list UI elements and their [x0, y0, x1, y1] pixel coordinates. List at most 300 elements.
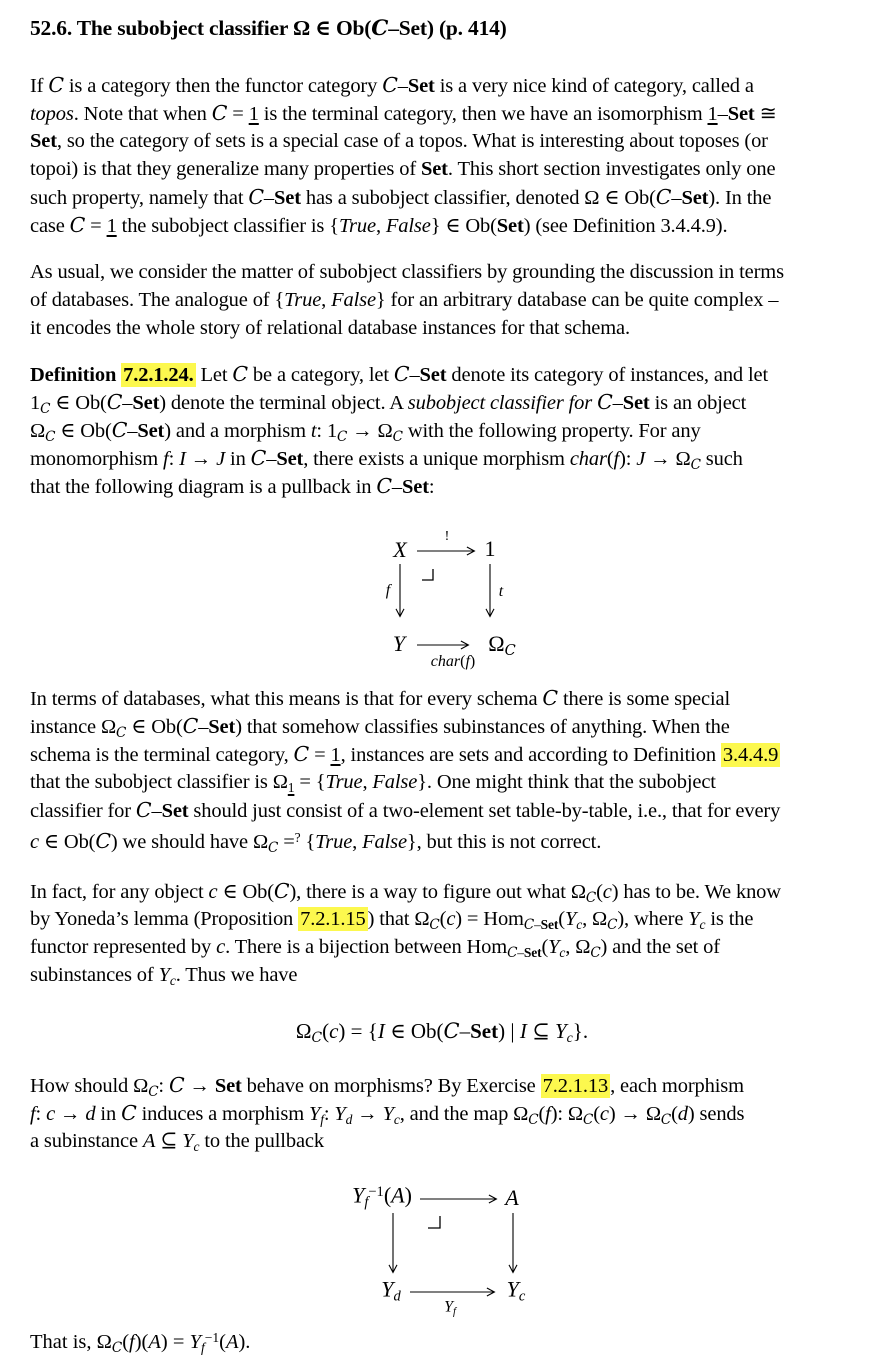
text-run: ( [322, 1019, 330, 1043]
text-run: – [122, 392, 133, 414]
text-run: Y [381, 1276, 394, 1302]
pullback-corner-icon [422, 569, 433, 580]
text-run: case [30, 215, 70, 237]
text-run: 1 [707, 103, 718, 125]
text-run: ∈ Ob( [384, 1019, 444, 1043]
text-run: J [636, 448, 646, 470]
text-run: C [590, 945, 601, 962]
text-run: C [248, 185, 264, 209]
text-line [30, 127, 864, 155]
text-run: – [671, 187, 682, 209]
text-run: the subobject classifier is { [116, 215, 339, 237]
text-run: d [85, 1103, 96, 1125]
text-run: such [700, 448, 743, 470]
text-run: Set [132, 392, 160, 414]
text-run: , [321, 289, 332, 311]
text-run: C [655, 185, 672, 209]
text-run: ( [606, 448, 614, 470]
text-run: C [607, 917, 618, 934]
label-bang [445, 529, 450, 545]
text-run: ) = { [338, 1019, 378, 1043]
text-run: C [504, 643, 516, 660]
text-run: c [393, 1112, 400, 1128]
text-run: char [430, 653, 461, 670]
text-run: C [45, 429, 56, 446]
text-run: ) sends [687, 1103, 745, 1125]
text-run: by Yoneda’s lemma (Proposition [30, 908, 299, 930]
text-run: 1 [330, 744, 341, 766]
text-run: Set [622, 392, 650, 414]
text-run: : 1 [316, 420, 338, 442]
text-run: ) and the set of [600, 936, 720, 958]
text-run: C [528, 1112, 539, 1129]
text-run: subinstances of [30, 964, 159, 986]
text-run: c [193, 1139, 200, 1155]
text-run: Set [402, 476, 429, 498]
text-run: ∈ Ob( [38, 831, 96, 854]
text-run: C [121, 1101, 137, 1125]
morphisms-paragraph [30, 1071, 864, 1155]
text-run: C [585, 890, 597, 907]
text-run: C [232, 362, 248, 386]
text-run: – [127, 420, 138, 442]
text-run: ) [404, 1182, 412, 1208]
text-run: c [446, 908, 456, 930]
text-run: ( [541, 936, 549, 958]
text-run: – [534, 917, 541, 933]
text-run: is the terminal category, then we have an isomorphism [258, 103, 708, 125]
text-run: – [409, 364, 420, 386]
text-run: )( [134, 1331, 149, 1354]
text-run: ) has to be. We know [611, 881, 781, 903]
text-run: ≅ [754, 103, 777, 125]
text-run: f [385, 582, 391, 599]
text-run: C [597, 390, 613, 414]
text-run: classifier for [30, 800, 136, 822]
text-run: Y [548, 936, 560, 958]
text-run: C [168, 1073, 185, 1097]
text-run: – [459, 1019, 471, 1043]
text-run: I [519, 1019, 527, 1043]
text-run: , [375, 215, 386, 237]
text-run: denote its category of instances, and let [446, 364, 769, 386]
text-run: f [30, 1103, 36, 1125]
text-line [30, 183, 864, 211]
section-title [30, 16, 860, 41]
text-run: Set [540, 917, 559, 933]
text-run: = [227, 103, 249, 125]
node-x [393, 537, 406, 563]
text-run: True [325, 771, 363, 793]
text-run: Y [688, 908, 700, 930]
text-run: Set [276, 448, 304, 470]
text-run: 1 [287, 780, 295, 796]
text-run: in [225, 448, 251, 470]
text-line [30, 472, 864, 500]
text-run: Set [398, 16, 427, 40]
text-run: Set [274, 187, 301, 209]
display-equation [0, 1016, 884, 1053]
text-run: → Ω [347, 420, 393, 442]
text-run: c [208, 881, 218, 903]
text-run: 1 [248, 103, 259, 125]
text-run: ) (p. 414) [426, 16, 507, 40]
text-run: } for an arbitrary database can be quite complex – [375, 289, 779, 311]
text-run: c [699, 917, 706, 933]
text-run: subobject classifier for [407, 392, 598, 414]
text-run: I [377, 1019, 385, 1043]
text-line [30, 712, 864, 740]
text-run: C [268, 840, 279, 857]
text-line [30, 905, 864, 933]
text-run: f [613, 448, 620, 470]
text-run: }, but this is not correct. [406, 831, 602, 854]
text-run: in [95, 1103, 122, 1125]
text-run: Set [214, 1075, 242, 1097]
text-run: C [393, 362, 410, 386]
text-run: – [717, 103, 728, 125]
text-run: Set [208, 716, 236, 738]
text-run: , Ω [582, 908, 608, 930]
text-run: ( [219, 1331, 226, 1354]
text-run: That is, Ω [30, 1331, 112, 1354]
text-run: C [116, 725, 127, 742]
text-run: f [452, 1306, 456, 1318]
text-line [30, 211, 864, 239]
text-run: Set [523, 945, 542, 961]
text-run: }. [572, 1019, 589, 1043]
text-run: Set [161, 800, 189, 822]
text-run: ) = [160, 1331, 190, 1354]
text-run: char [569, 448, 607, 470]
text-run: False [372, 771, 418, 793]
text-run: ), there is a way to figure out what Ω [289, 881, 586, 903]
text-run: Set [407, 75, 435, 97]
text-run: I [179, 448, 186, 470]
text-run: Set [419, 364, 447, 386]
node-omega-c [488, 631, 515, 659]
text-run: True [338, 215, 376, 237]
node-y-d [381, 1276, 401, 1305]
text-run: c [576, 917, 583, 933]
text-run: C [111, 418, 128, 442]
text-run: C [337, 429, 348, 446]
text-run: there is some special [557, 688, 730, 710]
text-run: Y [554, 1019, 567, 1043]
text-run: A [225, 1331, 239, 1354]
text-run: C [48, 73, 64, 97]
text-run: Y [352, 1182, 365, 1208]
text-run: C [40, 401, 51, 418]
text-run: it encodes the whole story of relational database instances for that schema. [30, 317, 630, 339]
text-run: be a category, let [247, 364, 394, 386]
text-line [30, 824, 864, 857]
text-line [30, 1071, 864, 1099]
text-run: }. One might think that the subobject [417, 771, 716, 793]
label-f [386, 582, 390, 600]
text-run: Y [444, 1298, 453, 1316]
text-run: In terms of databases, what this means is that for every schema [30, 688, 543, 710]
text-run: c [599, 1103, 609, 1125]
text-run: . Thus we have [175, 964, 298, 986]
text-run: As usual, we consider the matter of subobject classifiers by grounding the discussion in terms [30, 261, 784, 283]
text-line [30, 258, 864, 286]
text-run: Ω [295, 1019, 312, 1043]
node-one [485, 536, 496, 562]
text-run: → [352, 1103, 383, 1125]
text-run: Definition [30, 364, 122, 386]
text-run: C [69, 213, 86, 237]
text-run: → Ω [645, 448, 691, 470]
text-run: – [388, 16, 399, 40]
text-run: 7.2.1.13 [542, 1075, 609, 1097]
text-run: 3.4.4.9 [722, 744, 779, 766]
intro-paragraph [30, 71, 864, 239]
text-line [30, 740, 864, 768]
text-run: = [278, 831, 295, 854]
text-run: f [545, 1103, 551, 1125]
text-run: t [310, 420, 317, 442]
text-run: Set [470, 1019, 499, 1043]
text-run: 7.2.1.15 [300, 908, 366, 930]
text-run: C [376, 474, 392, 498]
text-run: A [391, 1182, 405, 1208]
text-run: d [393, 1288, 401, 1305]
text-run: C [392, 429, 403, 446]
databases-paragraph [30, 258, 864, 342]
text-run: → [184, 1075, 215, 1097]
text-run: ∈ Ob( [55, 420, 112, 442]
text-run: has a subobject classifier, denoted Ω ∈ Ob( [300, 187, 656, 209]
text-line [30, 961, 864, 989]
text-run: ∈ Ob( [217, 881, 274, 903]
text-run: ∈ Ob( [50, 392, 107, 414]
text-run: ) [619, 448, 626, 470]
text-run: ) that somehow classifies subinstances of anything. When the [235, 716, 730, 738]
text-run: c [559, 945, 566, 961]
text-run: ( [671, 1103, 678, 1125]
text-run: ! [444, 529, 450, 544]
text-run: : [168, 448, 180, 470]
text-line [30, 1127, 864, 1155]
text-run: of databases. The analogue of { [30, 289, 285, 311]
text-run: – [397, 75, 408, 97]
text-run: c [30, 831, 39, 854]
text-run: – [517, 945, 524, 961]
text-line [30, 444, 864, 472]
text-run: – [612, 392, 623, 414]
text-run: . There is a bijection between Hom [225, 936, 508, 958]
text-run: c [329, 1019, 339, 1043]
text-run: Y [182, 1130, 194, 1152]
node-y-c [507, 1276, 526, 1305]
text-line [30, 286, 864, 314]
text-run: such property, namely that [30, 187, 249, 209]
text-run: – [151, 800, 162, 822]
node-preimage [352, 1182, 412, 1211]
text-run: d [677, 1103, 688, 1125]
text-run: −1 [368, 1183, 384, 1200]
text-line [30, 416, 864, 444]
text-run: Y [189, 1331, 201, 1354]
text-line [30, 99, 864, 127]
text-run: Set [496, 215, 524, 237]
text-run: = { [294, 771, 326, 793]
text-run: ? [294, 830, 301, 845]
text-run: } ∈ Ob( [430, 215, 497, 237]
text-line [30, 360, 864, 388]
text-run: C [583, 1112, 594, 1129]
text-run: Y [158, 964, 170, 986]
text-run: Y [382, 1103, 394, 1125]
text-run: , Ω [565, 936, 591, 958]
text-run: A [505, 1185, 519, 1210]
text-run: C [660, 1112, 672, 1129]
text-run: Y [506, 1276, 519, 1302]
text-run: Set [420, 158, 448, 180]
text-run: behave on morphisms? By Exercise [241, 1075, 541, 1097]
text-run: c [518, 1288, 526, 1305]
text-line [30, 314, 864, 342]
text-run: C [135, 798, 152, 822]
text-run: , [352, 831, 363, 854]
text-run: ⊆ [526, 1019, 555, 1043]
text-run: topos [30, 103, 74, 125]
text-run: Let [195, 364, 233, 386]
text-run: 7.2.1.24. [123, 364, 194, 386]
text-run: . Note that when [73, 103, 212, 125]
text-run: should just consist of a two-element set table-by-table, i.e., that for every [188, 800, 781, 822]
text-run: False [331, 289, 376, 311]
text-run: False [385, 215, 431, 237]
text-line [30, 684, 864, 712]
text-run: ). In the [708, 187, 772, 209]
text-run: f [163, 448, 169, 470]
text-run: ), where [617, 908, 689, 930]
text-run: with the following property. For any [402, 420, 701, 442]
text-run: c [602, 881, 612, 903]
text-run: – [263, 187, 275, 209]
text-run: Y [392, 631, 406, 656]
text-run: C [106, 390, 123, 414]
text-line [30, 933, 864, 961]
text-line [30, 388, 864, 416]
text-run: C [507, 945, 518, 962]
text-run: instance Ω [30, 716, 117, 738]
text-run: f [320, 1112, 324, 1128]
text-run: f [200, 1340, 205, 1356]
text-run: , so the category of sets is a special case of a topos. What is interesting about toposes (or [56, 130, 768, 152]
text-run: ) and a morphism [164, 420, 311, 442]
text-run: t [498, 583, 504, 600]
text-run: c [46, 1103, 56, 1125]
text-run: Set [30, 130, 57, 152]
label-t [499, 583, 503, 601]
text-run: ( [383, 1182, 392, 1208]
text-run: 52.6. The subobject classifier Ω ∈ Ob( [30, 16, 372, 40]
text-run: False [362, 831, 407, 854]
text-line [30, 71, 864, 99]
text-run: – [198, 716, 209, 738]
text-run: : [323, 1103, 335, 1125]
text-run: schema is the terminal category, [30, 744, 294, 766]
text-run: d [345, 1112, 353, 1128]
text-run: : [428, 476, 435, 498]
text-run: 1 [484, 536, 496, 561]
text-run: C [443, 1019, 460, 1043]
text-run: that the following diagram is a pullback in [30, 476, 377, 498]
text-run: ( [538, 1103, 546, 1125]
text-run: True [315, 831, 353, 854]
text-run: If [30, 75, 49, 97]
text-run: C [182, 714, 199, 738]
text-run: C [371, 16, 389, 41]
text-run: functor represented by [30, 936, 217, 958]
text-run: C [382, 73, 398, 97]
text-run: induces a morphism [136, 1103, 309, 1125]
text-run: is a category then the functor category [63, 75, 383, 97]
text-run: : [625, 448, 637, 470]
text-run: In fact, for any object [30, 881, 209, 903]
text-run: C [111, 1340, 123, 1357]
text-run: C [95, 829, 111, 854]
text-run: Set [727, 103, 755, 125]
text-run: Ω [488, 630, 505, 656]
text-run: 1 [106, 215, 117, 237]
closing-line [30, 1324, 730, 1362]
text-run: C [690, 457, 701, 474]
text-run: ) that Ω [367, 908, 430, 930]
text-line [30, 155, 864, 183]
text-run: How should Ω [30, 1075, 149, 1097]
text-line [30, 768, 864, 796]
text-run: c [566, 1030, 573, 1046]
text-run: ) → Ω [608, 1103, 661, 1125]
text-run: ⊆ [155, 1130, 183, 1152]
text-run: A [142, 1130, 156, 1152]
text-run: : [158, 1075, 169, 1097]
text-run: → [55, 1103, 86, 1125]
text-run: Ω [30, 420, 46, 442]
text-run: : [35, 1103, 47, 1125]
text-run: → [185, 448, 217, 470]
text-run: ) [469, 653, 476, 670]
text-run: C [311, 1030, 323, 1047]
text-run: ( [593, 1103, 600, 1125]
text-run: C [273, 879, 290, 903]
pullback-diagram-char [360, 528, 560, 678]
text-run: ) (see Definition 3.4.4.9). [523, 215, 728, 237]
text-run: ): Ω [550, 1103, 583, 1125]
pullback-corner-icon [428, 1216, 440, 1228]
text-run: is the [705, 908, 754, 930]
text-run: , instances are sets and according to Definition [340, 744, 721, 766]
label-y-f [444, 1298, 456, 1317]
text-run: C [429, 917, 440, 934]
text-run: C [211, 101, 228, 125]
definition-paragraph [30, 360, 864, 500]
text-run: C [250, 446, 267, 470]
text-run: X [393, 537, 407, 562]
text-run: ( [439, 908, 447, 930]
text-run: ( [122, 1331, 130, 1354]
text-run: , there exists a unique morphism [303, 448, 570, 470]
text-run: True [284, 289, 322, 311]
text-run: Y [564, 908, 577, 930]
text-run: C [148, 1084, 159, 1101]
text-run: −1 [204, 1330, 220, 1345]
text-run: f [465, 653, 470, 670]
